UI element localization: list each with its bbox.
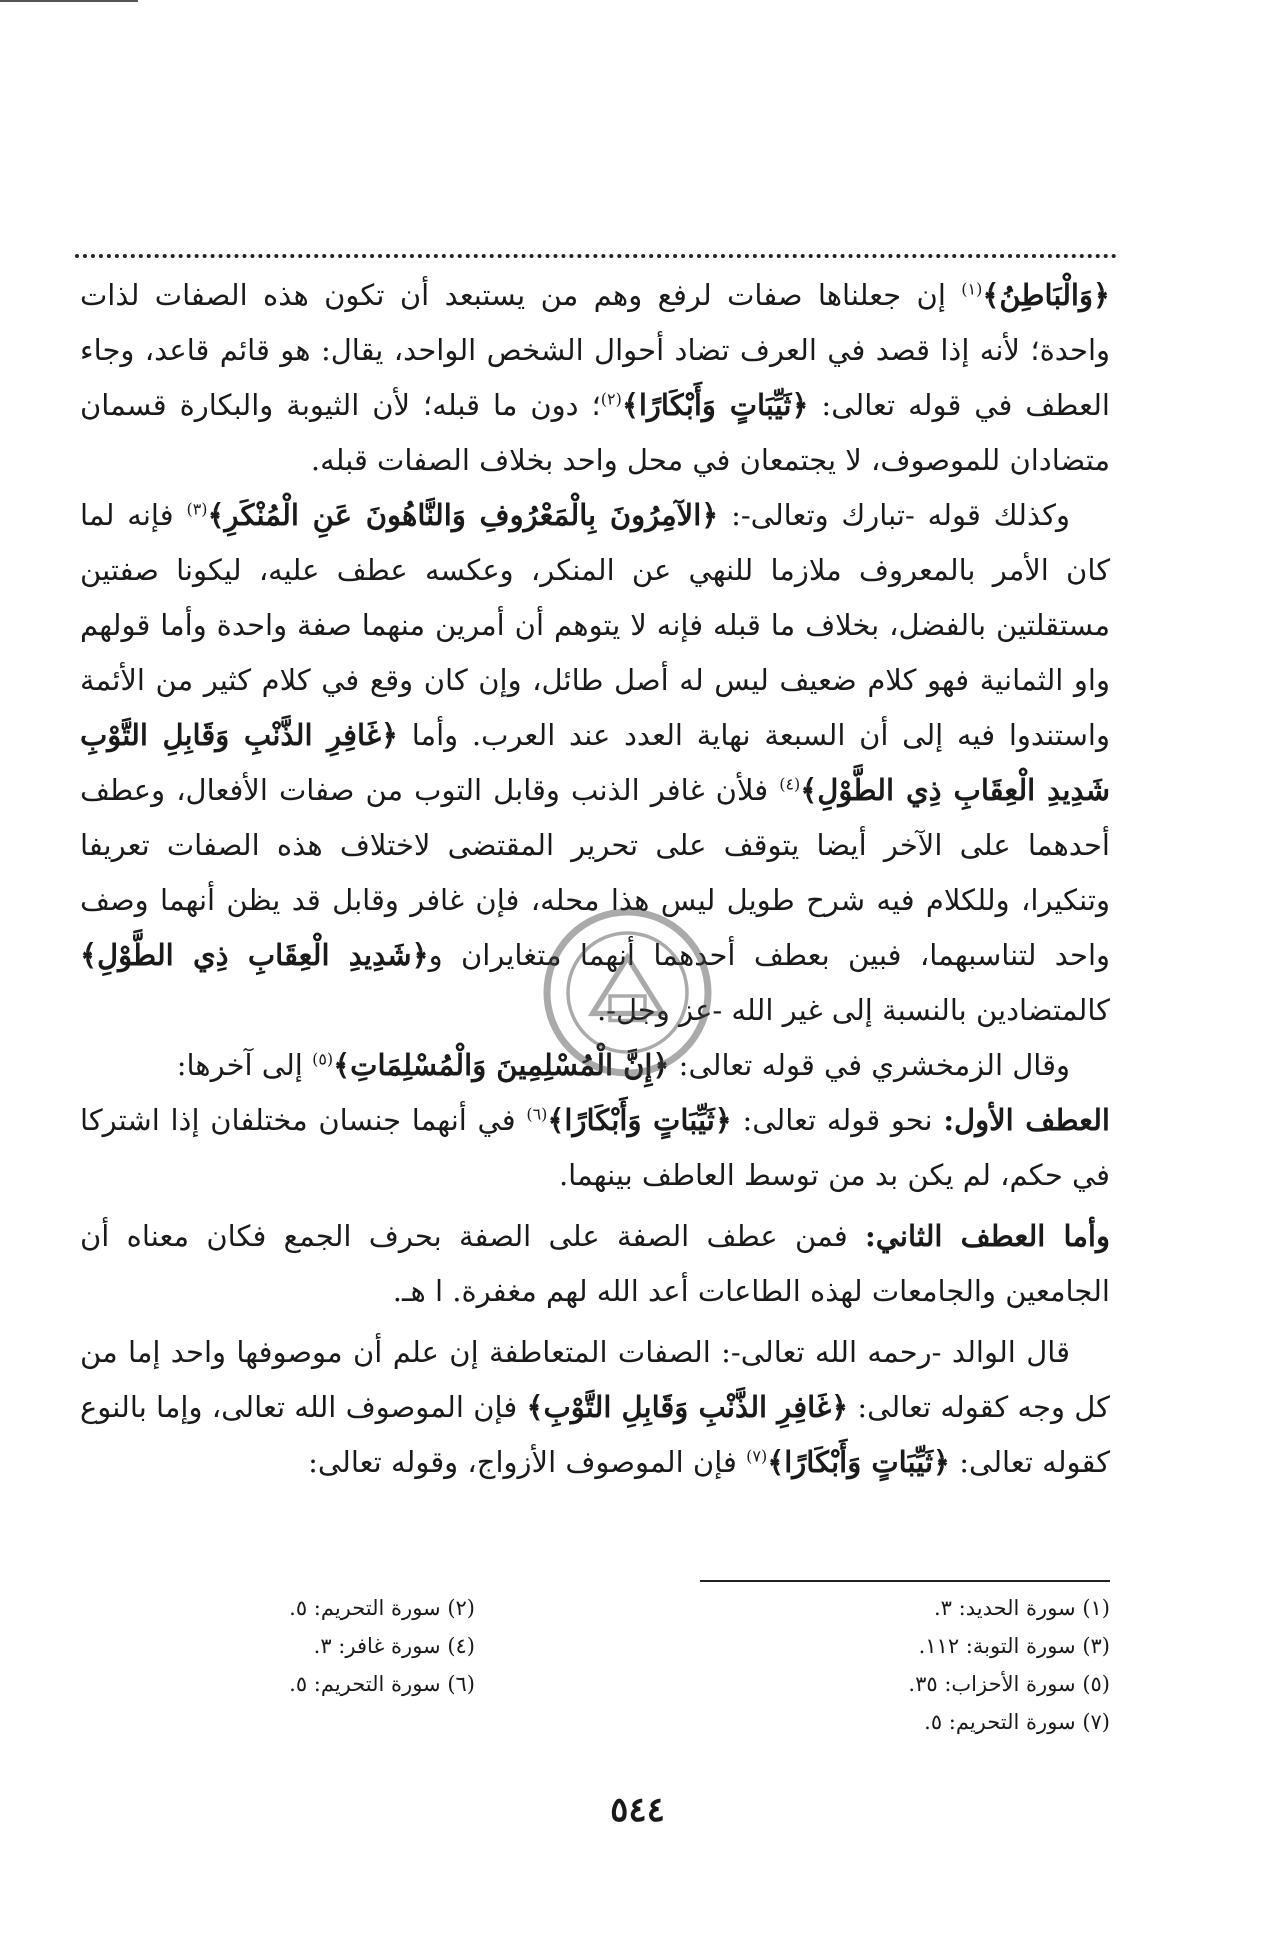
paragraph <box>80 1093 1110 1203</box>
body-text: إن جعلناها صفات لرفع وهم من يستبعد أن تكون هذه الصفات لذات واحدة؛ لأنه إذا قصد في العرف تضاد أحوال الشخص الواحد، يقال: هو قائم قاعد، وجاء العطف في قوله تعالى: <box>80 278 1110 422</box>
section-heading: العطف الأول: <box>943 1103 1110 1137</box>
quran-quote: ﴿غَافِرِ الذَّنْبِ وَقَابِلِ التَّوْبِ شَدِيدِ الْعِقَابِ ذِي الطَّوْلِ﴾ <box>80 718 1110 807</box>
quran-quote: ﴿ثَيِّبَاتٍ وَأَبْكَارًا﴾ <box>621 388 809 422</box>
quran-quote: ﴿الآمِرُونَ بِالْمَعْرُوفِ وَالنَّاهُونَ عَنِ الْمُنْكَرِ﴾ <box>207 498 719 532</box>
body-text: فإنه لما كان الأمر بالمعروف ملازما للنهي عن المنكر، وعكسه عطف عليه، ليكونا صفتين مستقلتين بالفضل، بخلاف ما قبله فإنه لا يتوهم أن أمرين منهما صفة واحدة وأما قولهم واو الثمانية فهو كلام ضعيف ليس له أصل طائل، وإن كان وقع في كلام كثير من الأئمة واستندوا فيه إلى أن السبعة نهاية العدد عند العرب. وأما <box>80 498 1110 752</box>
footnote-marker: (٤) <box>779 774 801 794</box>
footnote-marker: (٣) <box>186 499 208 519</box>
footnote-item: (٤) سورة غافر: ٣. <box>313 1634 475 1658</box>
footnote-item: (١) سورة الحديد: ٣. <box>933 1596 1110 1620</box>
page-number: ٥٤٤ <box>610 1790 665 1830</box>
footnote-item: (٧) سورة التحريم: ٥. <box>924 1710 1110 1734</box>
paragraph <box>80 1209 1110 1319</box>
quran-quote: ﴿وَالْبَاطِنُ﴾ <box>982 278 1110 312</box>
footnote-item: (٣) سورة التوبة: ١١٢. <box>918 1634 1110 1658</box>
body-text: وكذلك قوله -تبارك وتعالى-: <box>718 498 1070 532</box>
library-stamp-watermark <box>540 905 715 1080</box>
body-text: إلى آخرها: <box>176 1048 313 1082</box>
quran-quote: ﴿شَدِيدِ الْعِقَابِ ذِي الطَّوْلِ﴾ <box>80 938 429 972</box>
body-text: فلأن غافر الذنب وقابل التوب من صفات الأفعال، وعطف أحدهما على الآخر أيضا يتوقف على تحرير المقتضى لاختلاف هذه الصفات تعريفا وتنكيرا، وللكلام فيه شرح طويل ليس هذا محله، فإن غافر وقابل قد يظن أنهما وصف واحد لتناسبهما، فبين بعطف أحدهما أنهما متغايران و <box>80 773 1111 972</box>
quran-quote: ﴿ثَيِّبَاتٍ وَأَبْكَارًا﴾ <box>547 1103 732 1137</box>
footnote-marker: (٧) <box>746 1446 768 1466</box>
footnote-marker: (٦) <box>526 1104 548 1124</box>
body-text: فمن عطف الصفة على الصفة بحرف الجمع فكان معناه أن الجامعين والجامعات لهذه الطاعات أعد الله لهم مغفرة. ا هـ. <box>80 1219 1110 1308</box>
footnote-marker: (٥) <box>312 1049 334 1069</box>
body-text: فإن الموصوف الأزواج، وقوله تعالى: <box>308 1445 747 1479</box>
footnotes-list <box>80 1596 1110 1748</box>
body-text: فإن الموصوف الله تعالى، وإما بالنوع كقوله تعالى: <box>80 1390 1110 1479</box>
main-text-body <box>80 268 1110 1490</box>
body-text: كالمتضادين بالنسبة إلى غير الله -عز وجل-. <box>596 993 1110 1027</box>
paragraph <box>80 1325 1110 1490</box>
footnote-item: (٢) سورة التحريم: ٥. <box>289 1596 475 1620</box>
body-text: نحو قوله تعالى: <box>731 1103 944 1137</box>
footnote-item: (٦) سورة التحريم: ٥. <box>289 1672 475 1696</box>
paragraph <box>80 268 1110 488</box>
quran-quote: ﴿ثَيِّبَاتٍ وَأَبْكَارًا﴾ <box>767 1445 951 1479</box>
footnote-marker: (٢) <box>600 389 622 409</box>
footnote-separator <box>700 1580 1110 1582</box>
section-heading: وأما العطف الثاني: <box>865 1219 1110 1253</box>
footnote-item: (٥) سورة الأحزاب: ٣٥. <box>908 1672 1110 1696</box>
header-dotted-rule <box>75 254 1117 258</box>
body-text: في أنهما جنسان مختلفان إذا اشتركا في حكم، لم يكن بد من توسط العاطف بينهما. <box>80 1103 1110 1192</box>
body-text: وقال الزمخشري في قوله تعالى: <box>669 1048 1070 1082</box>
scan-corner-mark <box>0 0 138 2</box>
body-text: قال الوالد -رحمه الله تعالى-: الصفات المتعاطفة إن علم أن موصوفها واحد إما من كل وجه كقوله تعالى: <box>80 1335 1110 1424</box>
quran-quote: ﴿إِنَّ الْمُسْلِمِينَ وَالْمُسْلِمَاتِ﴾ <box>333 1048 670 1082</box>
body-text: ؛ دون ما قبله؛ لأن الثيوبة والبكارة قسمان متضادان للموصوف، لا يجتمعان في محل واحد بخلاف الصفات قبله. <box>80 388 1110 477</box>
footnote-marker: (١) <box>961 279 983 299</box>
quran-quote: ﴿غَافِرِ الذَّنْبِ وَقَابِلِ التَّوْبِ﴾ <box>526 1390 849 1424</box>
